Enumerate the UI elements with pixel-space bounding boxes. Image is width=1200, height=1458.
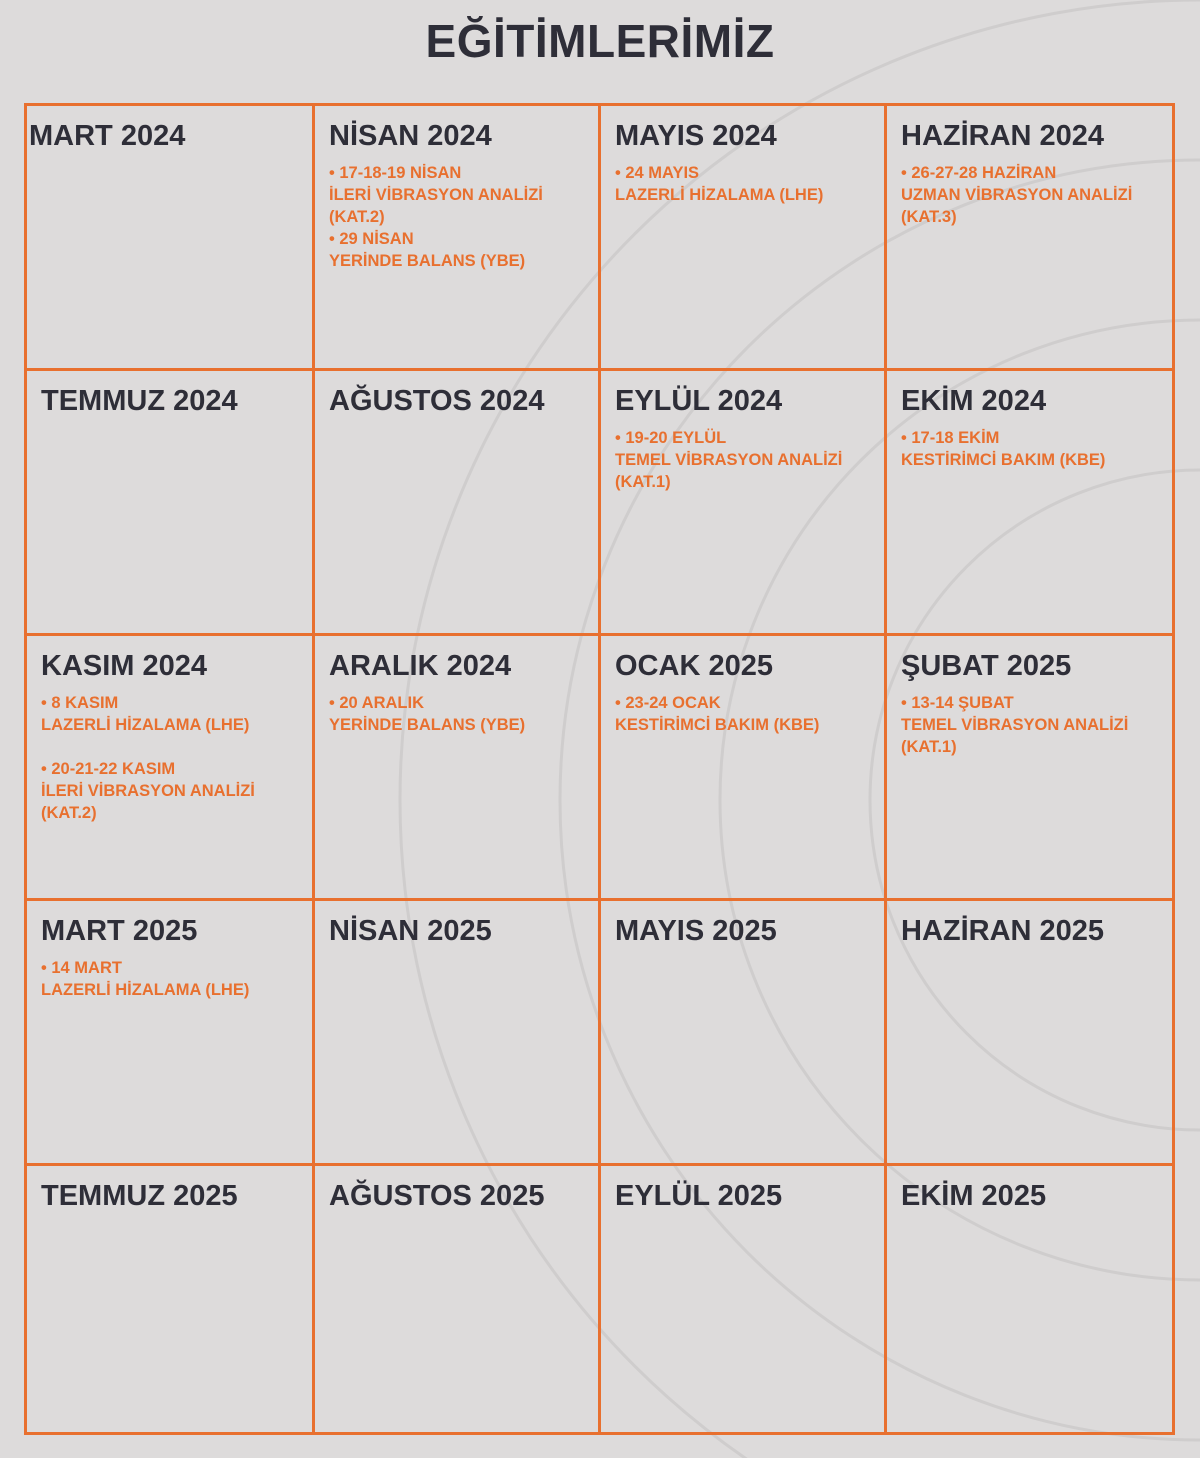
- month-label: TEMMUZ 2025: [41, 1180, 238, 1212]
- month-cell: [887, 636, 1172, 901]
- month-label: OCAK 2025: [615, 650, 773, 682]
- event-item: [329, 162, 588, 228]
- month-label: MART 2024: [29, 120, 186, 152]
- event-date: • 17-18 EKİM: [901, 429, 1000, 447]
- event-name: UZMAN VİBRASYON ANALİZİ (KAT.3): [901, 186, 1133, 226]
- month-cell: [601, 901, 887, 1166]
- event-date: • 8 KASIM: [41, 694, 119, 712]
- event-item: [901, 162, 1162, 228]
- month-label: AĞUSTOS 2025: [329, 1180, 545, 1212]
- month-cell: [27, 636, 315, 901]
- month-label: TEMMUZ 2024: [41, 385, 238, 417]
- event-item: [615, 162, 874, 206]
- event-name: TEMEL VİBRASYON ANALİZİ (KAT.1): [615, 451, 843, 491]
- month-cell: [315, 636, 601, 901]
- event-item: [41, 957, 302, 1001]
- month-cell: [601, 1166, 887, 1432]
- month-label: KASIM 2024: [41, 650, 208, 682]
- event-item: [615, 427, 874, 493]
- month-cell: [315, 371, 601, 636]
- event-list: [329, 162, 588, 272]
- event-date: • 26-27-28 HAZİRAN: [901, 164, 1057, 182]
- event-list: [615, 427, 874, 493]
- month-cell: [601, 636, 887, 901]
- event-item: [901, 427, 1162, 471]
- month-cell: [887, 901, 1172, 1166]
- event-date: • 14 MART: [41, 959, 122, 977]
- month-label: EKİM 2024: [901, 385, 1047, 417]
- event-name: YERİNDE BALANS (YBE): [329, 716, 526, 734]
- event-date: • 20-21-22 KASIM: [41, 760, 176, 778]
- event-list: [41, 692, 302, 824]
- event-name: LAZERLİ HİZALAMA (LHE): [615, 186, 824, 204]
- event-list: [615, 692, 874, 736]
- month-label: NİSAN 2024: [329, 120, 492, 152]
- event-date: • 24 MAYIS: [615, 164, 700, 182]
- month-cell: [601, 371, 887, 636]
- month-cell: [601, 106, 887, 371]
- event-name: KESTİRİMCİ BAKIM (KBE): [901, 451, 1106, 469]
- month-cell: [27, 901, 315, 1166]
- month-label: MAYIS 2024: [615, 120, 777, 152]
- event-date: • 29 NİSAN: [329, 230, 414, 248]
- event-name: LAZERLİ HİZALAMA (LHE): [41, 981, 250, 999]
- month-cell: [887, 1166, 1172, 1432]
- event-list: [901, 692, 1162, 758]
- event-date: • 17-18-19 NİSAN: [329, 164, 462, 182]
- month-label: EYLÜL 2024: [615, 385, 783, 417]
- month-label: HAZİRAN 2024: [901, 120, 1105, 152]
- calendar-grid: [24, 103, 1175, 1435]
- event-name: YERİNDE BALANS (YBE): [329, 252, 526, 270]
- month-label: ARALIK 2024: [329, 650, 512, 682]
- event-name: İLERİ VİBRASYON ANALİZİ (KAT.2): [41, 782, 255, 822]
- event-list: [901, 427, 1162, 471]
- event-date: • 19-20 EYLÜL: [615, 429, 727, 447]
- event-item: [901, 692, 1162, 758]
- month-label: HAZİRAN 2025: [901, 915, 1105, 947]
- event-name: LAZERLİ HİZALAMA (LHE): [41, 716, 250, 734]
- month-label: NİSAN 2025: [329, 915, 492, 947]
- month-cell: [315, 901, 601, 1166]
- month-cell: [315, 106, 601, 371]
- month-label: EYLÜL 2025: [615, 1180, 783, 1212]
- event-item: [329, 228, 588, 272]
- month-cell: [887, 371, 1172, 636]
- month-label: ŞUBAT 2025: [901, 650, 1072, 682]
- event-item: [41, 758, 302, 824]
- month-cell: [27, 371, 315, 636]
- month-cell: [887, 106, 1172, 371]
- month-cell: [315, 1166, 601, 1432]
- event-name: TEMEL VİBRASYON ANALİZİ (KAT.1): [901, 716, 1129, 756]
- event-name: İLERİ VİBRASYON ANALİZİ (KAT.2): [329, 186, 543, 226]
- event-item: [41, 692, 302, 736]
- event-list: [615, 162, 874, 206]
- event-date: • 23-24 OCAK: [615, 694, 721, 712]
- event-item: [329, 692, 588, 736]
- month-label: MAYIS 2025: [615, 915, 777, 947]
- event-date: • 13-14 ŞUBAT: [901, 694, 1014, 712]
- page-title: EĞİTİMLERİMİZ: [425, 15, 775, 67]
- month-label: AĞUSTOS 2024: [329, 385, 545, 417]
- event-item: [615, 692, 874, 736]
- month-cell: [27, 1166, 315, 1432]
- event-list: [41, 957, 302, 1001]
- month-label: EKİM 2025: [901, 1180, 1047, 1212]
- month-cell: [27, 106, 315, 371]
- month-label: MART 2025: [41, 915, 198, 947]
- event-name: KESTİRİMCİ BAKIM (KBE): [615, 716, 820, 734]
- event-list: [329, 692, 588, 736]
- event-date: • 20 ARALIK: [329, 694, 425, 712]
- event-list: [901, 162, 1162, 228]
